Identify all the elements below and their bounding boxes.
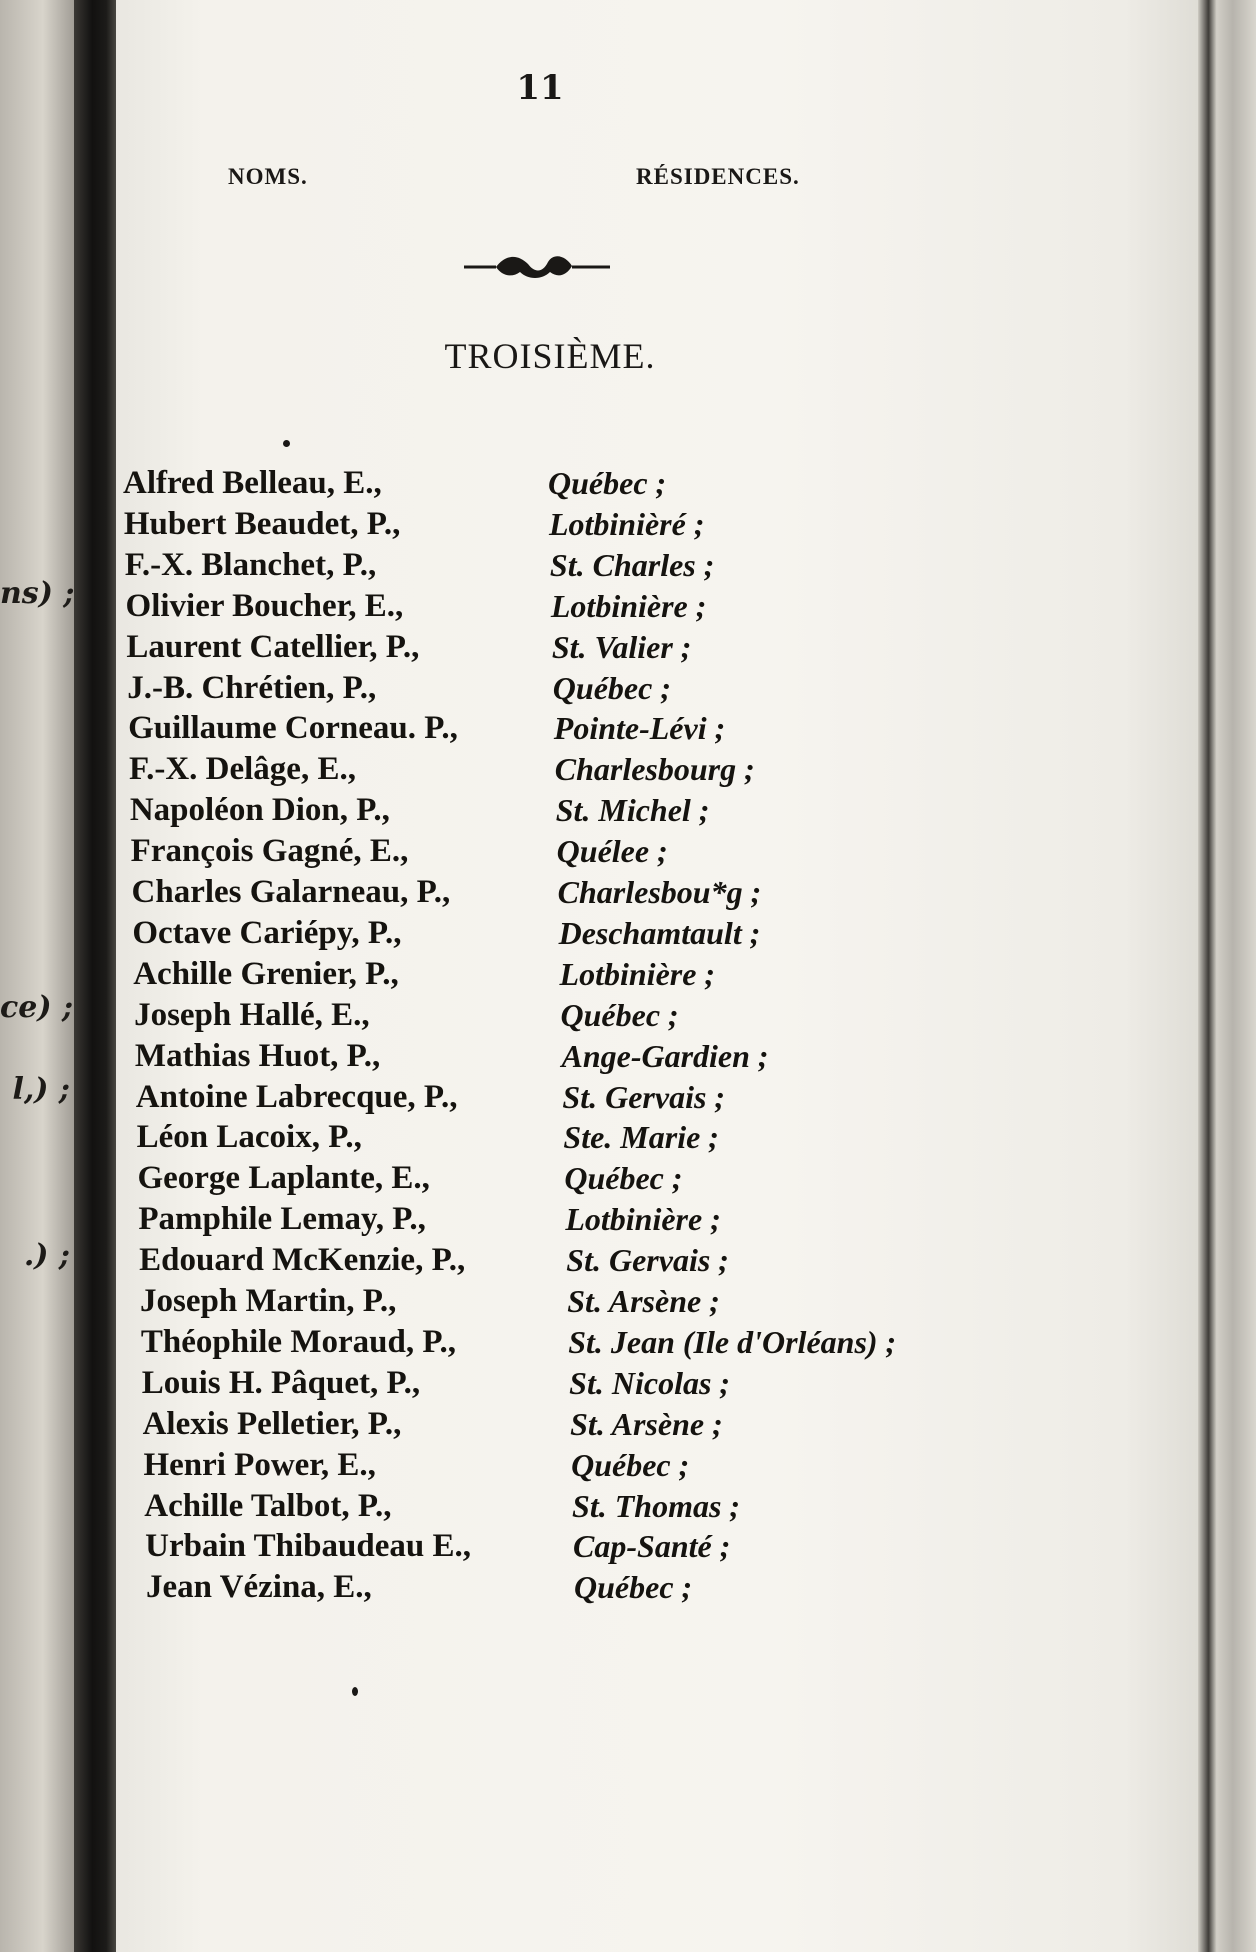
member-residence: St. Michel ; [555, 792, 710, 829]
member-name: Joseph Hallé, E., [134, 996, 370, 1033]
member-residence: Québec ; [564, 1160, 683, 1197]
member-name: Guillaume Corneau. P., [128, 710, 458, 747]
member-residence: St. Jean (Ile d'Orléans) ; [568, 1323, 897, 1360]
member-name: Laurent Catellier, P., [126, 628, 420, 665]
page-stack-edge [1198, 0, 1256, 1952]
member-residence: St. Thomas ; [572, 1487, 741, 1524]
member-name: Olivier Boucher, E., [125, 587, 404, 624]
names-column-header: NOMS. [228, 164, 308, 189]
member-residence: St. Arsène ; [570, 1405, 723, 1442]
member-residence: St. Gervais ; [566, 1242, 729, 1279]
member-name: Charles Galarneau, P., [131, 874, 451, 910]
member-name: Hubert Beaudet, P., [123, 505, 401, 542]
member-name: Henri Power, E., [143, 1446, 376, 1483]
ornament-divider [462, 250, 612, 284]
member-residence: St. Charles ; [549, 546, 715, 583]
member-residence: Ste. Marie ; [563, 1119, 719, 1156]
member-name: Pamphile Lemay, P., [138, 1201, 426, 1238]
member-name: F.-X. Blanchet, P., [124, 546, 377, 583]
member-residence: Pointe-Lévi ; [553, 710, 726, 747]
member-residence: Lotbinière ; [559, 955, 716, 992]
member-name: Napoléon Dion, P., [129, 792, 390, 829]
facing-page-text: .) ; [23, 1238, 70, 1273]
member-residence: Lotbinière ; [550, 587, 707, 624]
member-residence: Charlesbou*g ; [557, 874, 762, 910]
member-residence: St. Arsène ; [567, 1283, 720, 1319]
member-residence: Lotbinièré ; [548, 505, 705, 542]
member-name: François Gagné, E., [130, 833, 409, 870]
facing-page-text: l,) ; [12, 1072, 70, 1107]
member-name: Alfred Belleau, E., [123, 465, 382, 501]
section-title: TROISIÈME. [444, 336, 656, 376]
member-name: Achille Talbot, P., [144, 1487, 392, 1524]
member-residence: Cap-Santé ; [573, 1528, 731, 1565]
member-residence: Québec ; [574, 1569, 693, 1606]
book-spine [74, 0, 120, 1952]
member-residence: St. Valier ; [551, 628, 692, 665]
member-residence: Québec ; [548, 465, 667, 501]
ink-dot [283, 440, 290, 447]
member-name: Edouard McKenzie, P., [139, 1242, 466, 1279]
member-name: Joseph Martin, P., [140, 1283, 397, 1319]
member-name: Jean Vézina, E., [146, 1569, 372, 1606]
member-name: Urbain Thibaudeau E., [145, 1528, 471, 1565]
member-name: Achille Grenier, P., [133, 955, 399, 992]
member-name: J.-B. Chrétien, P., [127, 669, 377, 706]
member-name: F.-X. Delâge, E., [128, 751, 356, 788]
member-residence: St. Nicolas ; [569, 1364, 731, 1401]
member-name: Théophile Moraud, P., [140, 1323, 456, 1360]
facing-page-edge [0, 0, 78, 1952]
member-name: Antoine Labrecque, P., [135, 1078, 458, 1115]
member-name: Léon Lacoix, P., [136, 1119, 362, 1156]
member-residence: St. Gervais ; [562, 1078, 726, 1115]
member-name: George Laplante, E., [137, 1160, 430, 1197]
member-name: Alexis Pelletier, P., [142, 1405, 402, 1442]
member-residence: Québec ; [560, 996, 679, 1033]
member-residence: Deschamtault ; [558, 914, 761, 951]
residences-column-header: RÉSIDENCES. [636, 164, 800, 189]
member-name: Mathias Huot, P., [134, 1037, 381, 1074]
member-name: Louis H. Pâquet, P., [141, 1364, 421, 1401]
member-name: Octave Cariépy, P., [132, 914, 402, 951]
member-residence: Québec ; [571, 1446, 690, 1483]
member-residence: Quélee ; [556, 833, 668, 870]
facing-page-text: ce) ; [0, 990, 74, 1025]
page-number: 11 [516, 68, 564, 108]
member-residence: Lotbinière ; [565, 1201, 721, 1238]
facing-page-text: ns) ; [0, 576, 75, 611]
member-residence: Ange-Gardien ; [561, 1037, 769, 1074]
ink-dot [352, 1687, 358, 1696]
member-residence: Québec ; [552, 669, 671, 706]
member-residence: Charlesbourg ; [554, 751, 755, 788]
